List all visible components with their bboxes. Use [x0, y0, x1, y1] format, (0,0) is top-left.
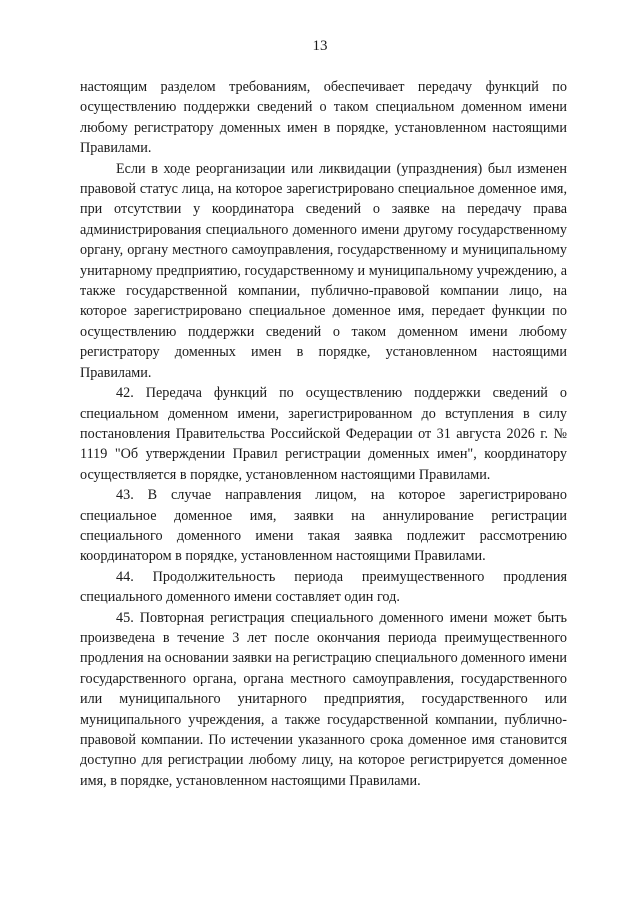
paragraph-item-43: 43. В случае направления лицом, на которое зарегистрировано специальное доменное имя, заявки на аннулирование регистрации специального доменного имени такая заявка подлежит рассмотрению координатором в порядке, установленном настоящими Правилами.	[80, 487, 567, 565]
paragraph-continuation: настоящим разделом требованиям, обеспечивает передачу функций по осуществлению поддержки сведений о таком специальном доменном имени любому регистратору доменных имен в порядке, установленном настоящими Правилами.	[80, 79, 567, 157]
page-number: 13	[312, 38, 328, 54]
document-body	[80, 77, 567, 791]
paragraph-item-45: 45. Повторная регистрация специального доменного имени может быть произведена в течение 3 лет после окончания периода преимущественного продления на основании заявки на регистрацию специального доменного имени государственного органа, органа местного самоуправления, государственного или муниципального унитарного предприятия, государственного или муниципального учреждения, а также государственной компании, публично-правовой компании. По истечении указанного срока доменное имя становится доступно для регистрации любому лицу, на которое регистрируется доменное имя, в порядке, установленном настоящими Правилами.	[80, 609, 567, 789]
paragraph-item-42: 42. Передача функций по осуществлению поддержки сведений о специальном доменном имени, зарегистрированном до вступления в силу постановления Правительства Российской Федерации от 31 августа 2026 г. № 1119 "Об утверждении Правил регистрации доменных имен", координатору осуществляется в порядке, установленном настоящими Правилами.	[80, 385, 567, 483]
paragraph-reorganization: Если в ходе реорганизации или ликвидации (упразднения) был изменен правовой статус лица, на которое зарегистрировано специальное доменное имя, при отсутствии у координатора сведений о заявке на передачу права администрирования специального доменного имени другому государственному органу, органу местного самоуправления, государственному и муниципальному унитарному предприятию, государственному и муниципальному учреждению, а также государственной компании, публично-правовой компании лицо, на которое зарегистрировано специальное доменное имя, передает функции по осуществлению поддержки сведений о таком доменном имени любому регистратору доменных имен в порядке, установленном настоящими Правилами.	[80, 160, 567, 381]
paragraph-item-44: 44. Продолжительность периода преимущественного продления специального доменного имени составляет один год.	[80, 568, 567, 606]
